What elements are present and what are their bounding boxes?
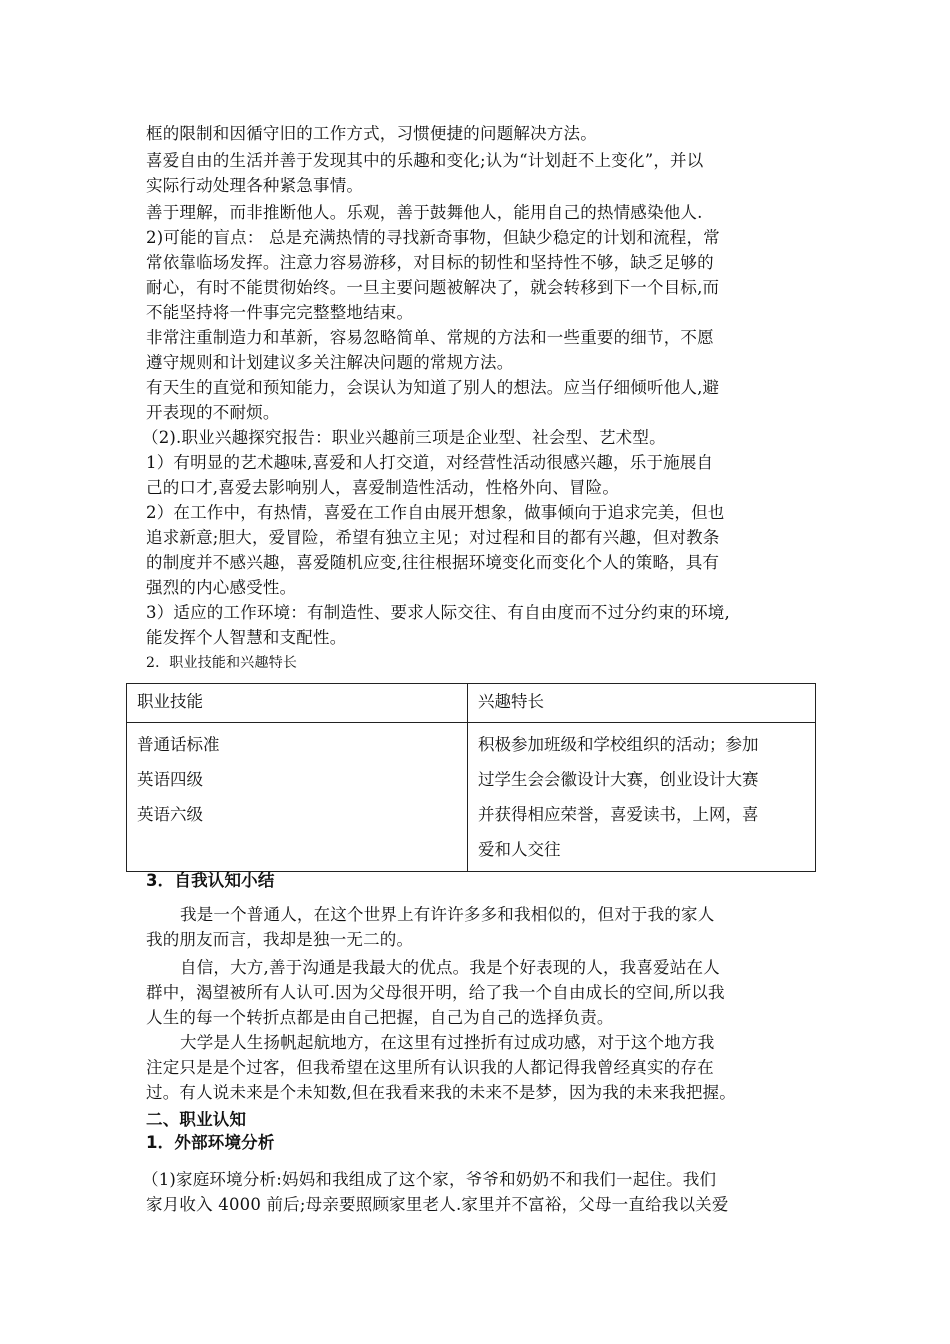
skill-item: 英语六级: [137, 805, 203, 824]
summary-line: 大学是人生扬帆起航地方，在这里有过挫折有过成功感，对于这个地方我: [180, 1033, 715, 1052]
body-line: 能发挥个人智慧和支配性。: [146, 628, 347, 647]
body-line: 常依靠临场发挥。注意力容易游移，对目标的韧性和坚持性不够，缺乏足够的: [146, 253, 714, 272]
skills-table: [126, 683, 816, 872]
summary-line: 过。有人说未来是个未知数,但在我看来我的未来不是梦，因为我的未来我把握。: [146, 1083, 736, 1102]
body-line: 善于理解，而非推断他人。乐观，善于鼓舞他人，能用自己的热情感染他人.: [146, 203, 703, 222]
interest-line: 爱和人交往: [478, 840, 561, 859]
body-line: 耐心，有时不能贯彻始终。一旦主要问题被解决了，就会转移到下一个目标,而: [146, 278, 720, 297]
body-line: 框的限制和因循守旧的工作方式，习惯便捷的问题解决方法。: [146, 124, 597, 143]
chapter-heading: 二、职业认知: [146, 1110, 247, 1129]
body-line: 遵守规则和计划建议多关注解决问题的常规方法。: [146, 353, 514, 372]
body-line: 喜爱自由的生活并善于发现其中的乐趣和变化;认为“计划赶不上变化”，并以: [146, 151, 704, 170]
body-line: 己的口才,喜爱去影响别人，喜爱制造性活动，性格外向、冒险。: [146, 478, 620, 497]
body-line: 的制度并不感兴趣，喜爱随机应变,往往根据环境变化而变化个人的策略，具有: [146, 553, 720, 572]
body-line: 3）适应的工作环境：有制造性、要求人际交往、有自由度而不过分约束的环境,: [146, 603, 730, 622]
body-line: 2)可能的盲点： 总是充满热情的寻找新奇事物，但缺少稳定的计划和流程，常: [146, 228, 720, 247]
body-line: 1）有明显的艺术趣味,喜爱和人打交道，对经营性活动很感兴趣，乐于施展自: [146, 453, 714, 472]
family-line: （1)家庭环境分析:妈妈和我组成了这个家，爷爷和奶奶不和我们一起住。我们: [142, 1170, 717, 1189]
skill-item: 英语四级: [137, 770, 203, 789]
summary-line: 群中，渴望被所有人认可.因为父母很开明，给了我一个自由成长的空间,所以我: [146, 983, 725, 1002]
interest-line: 积极参加班级和学校组织的活动；参加: [478, 735, 759, 754]
skills-cell: [127, 723, 468, 872]
body-line: 不能坚持将一件事完完整整地结束。: [146, 303, 414, 322]
summary-line: 自信，大方,善于沟通是我最大的优点。我是个好表现的人，我喜爱站在人: [180, 958, 720, 977]
table-header-cell: 职业技能: [127, 684, 468, 723]
interest-line: 过学生会会徽设计大赛，创业设计大赛: [478, 770, 759, 789]
body-line: 非常注重制造力和革新，容易忽略简单、常规的方法和一些重要的细节，不愿: [146, 328, 714, 347]
skill-item: 普通话标准: [137, 735, 220, 754]
table-header-row: [127, 684, 816, 723]
interests-cell: [468, 723, 816, 872]
summary-line: 人生的每一个转折点都是由自己把握，自己为自己的选择负责。: [146, 1008, 614, 1027]
summary-line: 注定只是是个过客，但我希望在这里所有认识我的人都记得我曾经真实的存在: [146, 1058, 714, 1077]
body-line: 追求新意;胆大，爱冒险，希望有独立主见；对过程和目的都有兴趣，但对教条: [146, 528, 720, 547]
table-row: [127, 723, 816, 872]
table-header-cell: 兴趣特长: [468, 684, 816, 723]
body-line: 开表现的不耐烦。: [146, 403, 280, 422]
body-line: 实际行动处理各种紧急事情。: [146, 176, 364, 195]
summary-line: 我的朋友而言，我却是独一无二的。: [146, 930, 414, 949]
interest-line: 并获得相应荣誉，喜爱读书，上网，喜: [478, 805, 759, 824]
body-line: （2).职业兴趣探究报告：职业兴趣前三项是企业型、社会型、艺术型。: [142, 428, 666, 447]
section-heading: 1．外部环境分析: [146, 1133, 275, 1152]
summary-line: 我是一个普通人，在这个世界上有许许多多和我相似的，但对于我的家人: [180, 905, 715, 924]
section-heading: 2．职业技能和兴趣特长: [146, 655, 298, 671]
body-line: 有天生的直觉和预知能力，会误认为知道了别人的想法。应当仔细倾听他人,避: [146, 378, 720, 397]
section-heading: 3．自我认知小结: [146, 871, 275, 890]
body-line: 2）在工作中，有热情，喜爱在工作自由展开想象，做事倾向于追求完美，但也: [146, 503, 725, 522]
body-line: 强烈的内心感受性。: [146, 578, 297, 597]
family-line: 家月收入 4000 前后;母亲要照顾家里老人.家里并不富裕，父母一直给我以关爱: [146, 1195, 729, 1214]
